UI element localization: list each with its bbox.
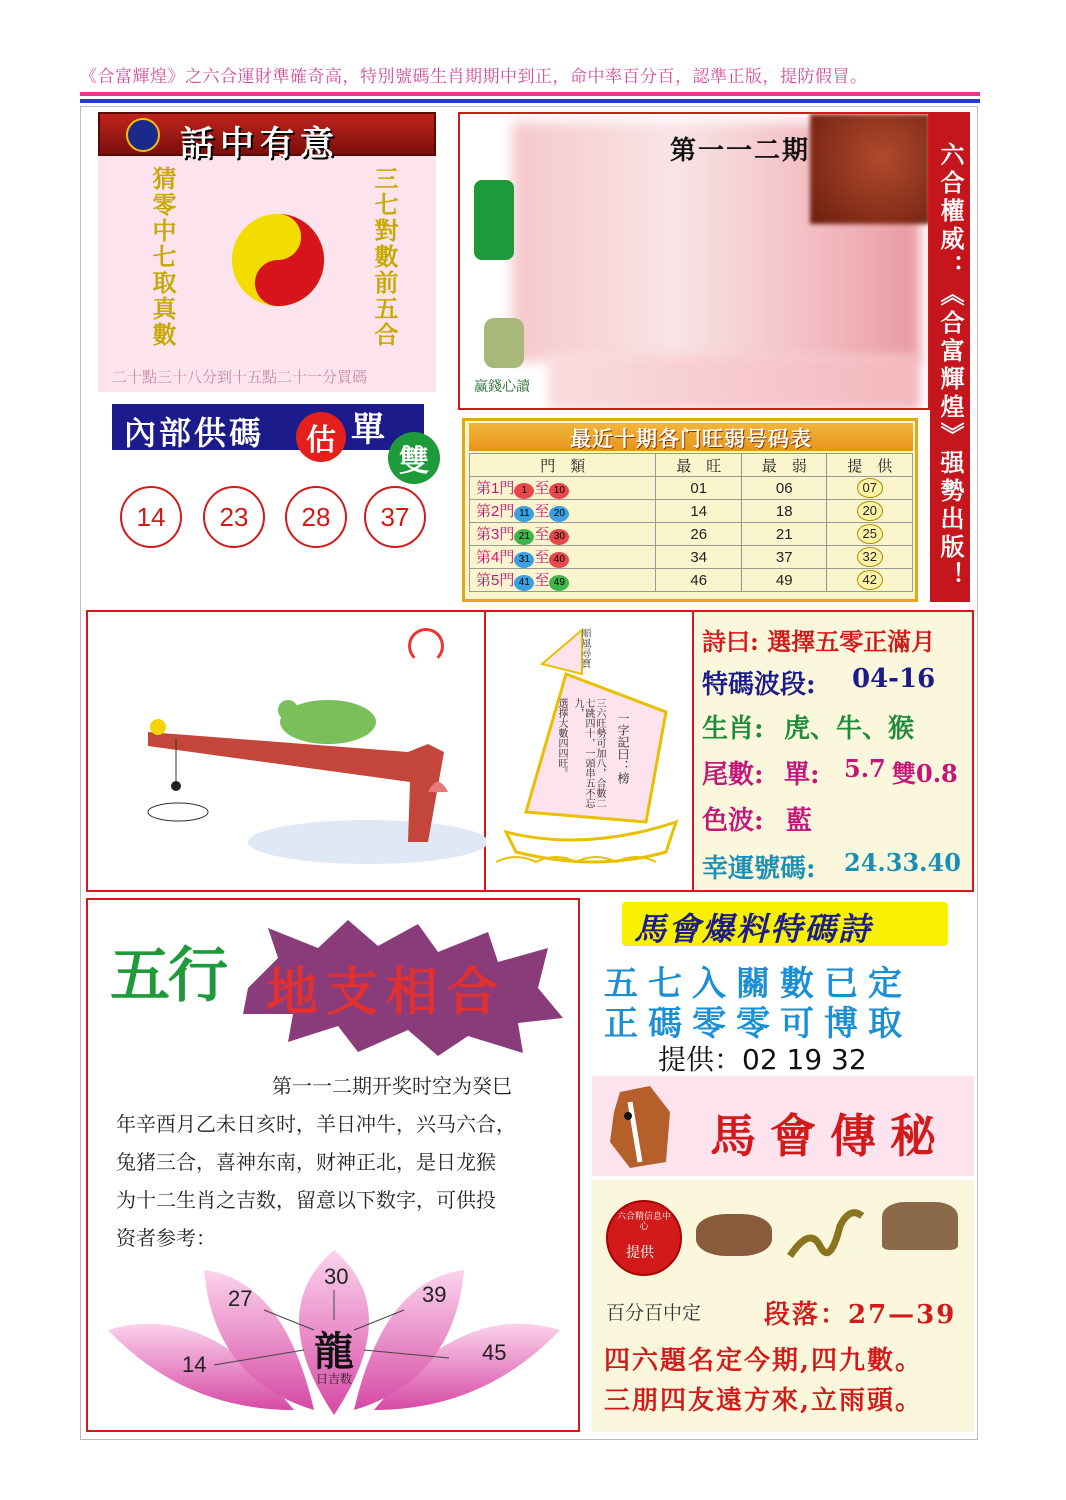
boat-sail-right: 一字記曰：榜 [616, 712, 630, 784]
table-row [470, 546, 913, 569]
mahui-poem-line1: 五七入關數已定 [604, 964, 912, 1004]
frog-panel [86, 610, 486, 892]
header-banner: 《合富輝煌》之六合運財準確奇高，特別號碼生肖期期中到正，命中率百分百，認準正版，提防假冒。 [80, 67, 868, 87]
range-to: 至 [534, 503, 550, 520]
badge-gu-text: 估 [306, 423, 336, 458]
rainbow-logo-icon [408, 628, 444, 664]
poem-line6-value: 24.33.40 [844, 848, 961, 877]
chuanmi-banner [592, 1076, 974, 1176]
door-label: 第2門 [476, 503, 515, 520]
wang-cell: 01 [656, 477, 742, 500]
poem-line5-value: 藍 [786, 806, 813, 836]
wang-cell: 34 [656, 546, 742, 569]
door-label: 第3門 [476, 526, 515, 543]
mahui-poem-panel [592, 898, 974, 1078]
side-banner-text: 六合權威：《合富輝煌》强勢出版！ [936, 142, 965, 590]
lotus-num-left-top: 27 [228, 1286, 253, 1311]
poem-line2-value: 04-16 [852, 664, 936, 694]
wuxing-text5: 资者参考： [116, 1226, 216, 1250]
wang-cell: 26 [656, 523, 742, 546]
issue-period: 第一一二期 [670, 136, 811, 166]
poem-line1: 詩曰: 選擇五零正滿月 [702, 627, 936, 656]
chuanmi-left-text: 百分百中定 [606, 1302, 702, 1324]
side-banner [930, 112, 970, 602]
range-end-ball: 49 [549, 575, 569, 591]
neibu-number: 23 [203, 486, 265, 548]
table-header: 最 弱 [741, 454, 827, 477]
badge-gu [296, 412, 346, 462]
range-start-ball: 41 [514, 575, 534, 591]
lotus-center: 龍 [314, 1328, 354, 1375]
stamp-bottom: 提供 [626, 1245, 654, 1261]
range-to: 至 [534, 526, 550, 543]
wang-ruo-table-box [462, 418, 918, 602]
wuxing-title-b: 地支相合 [266, 962, 507, 1023]
table-row [470, 477, 913, 500]
mahui-poem-title: 馬會爆料特碼詩 [634, 910, 873, 948]
table-body [470, 477, 913, 592]
ti-ring: 25 [857, 524, 883, 544]
issue-panel [458, 112, 930, 410]
door-cell [470, 546, 656, 569]
boat-sail-mid: 三六旺勢可加八，合數二七跳四十，一頭串五不忘九， [572, 698, 605, 808]
header-divider-blue [80, 99, 980, 103]
ti-ring: 32 [857, 547, 883, 567]
door-label: 第1門 [476, 480, 515, 497]
ruo-cell: 37 [741, 546, 827, 569]
table-header: 提 供 [827, 454, 913, 477]
logo-icon [126, 118, 160, 152]
ti-cell [827, 546, 913, 569]
poem-box [694, 610, 974, 892]
door-cell [470, 523, 656, 546]
green-glyph [474, 180, 514, 260]
chuanmi-panel [592, 1180, 974, 1432]
wuxing-panel [86, 898, 580, 1432]
wang-cell: 14 [656, 500, 742, 523]
ruo-cell: 18 [741, 500, 827, 523]
poem-line2-label: 特碼波段: [702, 670, 816, 700]
boat-sail-left: 選擇大數四四旺。 [556, 698, 567, 778]
range-start-ball: 21 [514, 529, 534, 545]
stamp-icon [606, 1200, 682, 1276]
ruo-cell: 06 [741, 477, 827, 500]
poem-line5-label: 色波: [702, 806, 764, 836]
wuxing-text3: 兔猪三合，喜神东南，财神正北，是日龙猴 [116, 1150, 496, 1174]
range-end-ball: 40 [549, 552, 569, 568]
header-divider-pink [80, 92, 980, 96]
table-title [469, 423, 913, 451]
range-start-ball: 31 [514, 552, 534, 568]
horse-image [810, 114, 930, 224]
door-label: 第5門 [476, 572, 515, 589]
lotus-num-left: 14 [182, 1352, 207, 1377]
ruo-cell: 49 [741, 569, 827, 592]
table-title-text: 最近十期各门旺弱号码表 [570, 426, 812, 451]
poem-line3-value: 虎、牛、猴 [784, 714, 915, 744]
mahui-poem-provide: 提供：02 19 32 [658, 1043, 867, 1076]
lotus-num-right: 45 [482, 1340, 507, 1365]
neibu-number: 28 [285, 486, 347, 548]
poem-line4-label: 尾數: [702, 760, 764, 790]
lotus-num-right-top: 39 [422, 1282, 447, 1307]
wang-cell: 46 [656, 569, 742, 592]
ti-ring: 20 [857, 501, 883, 521]
frog-branch-illustration [128, 672, 488, 882]
wuxing-text1: 第一一二期开奖时空为癸巳 [272, 1074, 512, 1098]
table-wrap [469, 453, 913, 592]
wuxing-title-a: 五行 [110, 941, 226, 1011]
wolf-icon [882, 1202, 958, 1250]
ti-cell [827, 523, 913, 546]
hua-zhong-footer: 二十點三十八分到十五點二十一分買碼 [112, 368, 368, 386]
badge-shuang-text: 雙 [399, 444, 429, 479]
lotus-sub: 日吉数 [316, 1372, 353, 1386]
badge-dan [344, 402, 392, 450]
ti-cell [827, 569, 913, 592]
range-end-ball: 30 [549, 529, 569, 545]
poem-line6-label: 幸運號碼: [702, 854, 816, 884]
lotus-num-top: 30 [324, 1264, 349, 1289]
badge-shuang [388, 432, 440, 484]
chuanmi-duanluo: 段落：27—39 [764, 1300, 957, 1330]
hua-zhong-panel [98, 112, 436, 392]
table-header: 最 旺 [656, 454, 742, 477]
stamp-top: 六合精信息中心 [616, 1212, 671, 1232]
wuxing-text4: 为十二生肖之吉数，留意以下数字，可供投 [116, 1188, 496, 1212]
table-header: 門 類 [470, 454, 656, 477]
hua-zhong-right-vertical: 三七對數前五合 [370, 166, 399, 348]
range-to: 至 [534, 480, 550, 497]
table-header-row [470, 454, 913, 477]
boat-panel [486, 610, 694, 892]
hua-zhong-left-vertical: 猜零中七取真數 [148, 166, 177, 348]
neibu-title: 內部供碼 [124, 414, 265, 452]
ruo-cell: 21 [741, 523, 827, 546]
issue-small-label: 赢錢心讀 [474, 379, 530, 395]
ti-ring: 07 [857, 478, 883, 498]
poem-line4-shuang: 雙0.8 [892, 759, 958, 788]
chuanmi-title: 馬會傳秘 [710, 1109, 950, 1163]
door-cell [470, 569, 656, 592]
range-start-ball: 1 [514, 483, 534, 499]
range-start-ball: 11 [514, 506, 534, 522]
range-end-ball: 10 [549, 483, 569, 499]
ti-ring: 42 [857, 570, 883, 590]
door-label: 第4門 [476, 549, 515, 566]
blurred-strip [548, 354, 920, 410]
dragon-icon [786, 1196, 866, 1266]
range-to: 至 [534, 572, 550, 589]
poem-line3-label: 生肖: [702, 714, 764, 744]
mahui-poem-line2: 正碼零零可博取 [604, 1004, 912, 1044]
wang-ruo-table [469, 453, 913, 592]
table-row [470, 569, 913, 592]
yin-yang-icon [230, 212, 326, 308]
hua-zhong-title: 話中有意 [180, 124, 340, 164]
table-row [470, 523, 913, 546]
badge-dan-text: 單 [351, 409, 385, 450]
door-cell [470, 500, 656, 523]
chuanmi-line1: 四六題名定今期,四九數。 [604, 1346, 924, 1376]
money-bag-icon [484, 318, 524, 368]
table-row [470, 500, 913, 523]
range-end-ball: 20 [549, 506, 569, 522]
ti-cell [827, 477, 913, 500]
neibu-number: 37 [364, 486, 426, 548]
chuanmi-line2: 三朋四友遠方來,立雨頭。 [604, 1386, 924, 1416]
hua-zhong-titlebar [98, 112, 436, 164]
door-cell [470, 477, 656, 500]
neibu-number: 14 [120, 486, 182, 548]
poem-line4-dan-val: 5.7 [844, 754, 886, 783]
range-to: 至 [534, 549, 550, 566]
pig-icon [696, 1214, 772, 1256]
boat-flag: 順風尋寶 [579, 628, 590, 668]
ti-cell [827, 500, 913, 523]
wuxing-text2: 年辛酉月乙未日亥时，羊日冲牛，兴马六合， [116, 1112, 516, 1136]
horse-head-icon [600, 1082, 680, 1172]
poem-line4-dan: 單: [784, 760, 820, 790]
